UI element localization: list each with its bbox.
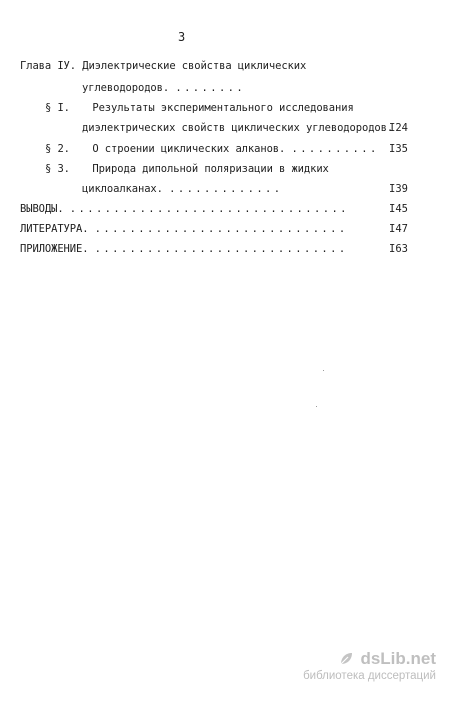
section-3-title-continuation (82, 183, 283, 195)
conclusions-dots: ................................ (69, 203, 349, 215)
section-1-title-continuation (82, 122, 393, 134)
watermark-tagline: библиотека диссертаций (303, 670, 436, 682)
section-3-title-line2: циклоалканах. (82, 183, 163, 195)
section-1-heading (45, 102, 354, 114)
literature-page: I47 (389, 223, 408, 235)
section-1-page: I24 (389, 122, 408, 134)
literature-label: ЛИТЕРАТУРА. (20, 223, 89, 235)
chapter-4-title-line2: углеводородов. (82, 82, 170, 94)
literature-dots: ............................. (94, 223, 348, 235)
appendix-page: I63 (389, 243, 408, 255)
leaf-icon (338, 651, 354, 667)
watermark (303, 649, 436, 682)
chapter-4-dots: ........ (175, 82, 246, 94)
chapter-4-heading (20, 60, 306, 72)
conclusions-label: ВЫВОДЫ. (20, 203, 64, 215)
chapter-4-title-continuation (82, 82, 245, 94)
section-2-title: О строении циклических алканов. (92, 143, 286, 155)
literature-entry (20, 223, 348, 235)
watermark-brand-text: dsLib.net (360, 649, 436, 668)
section-2-dots: .......... (291, 143, 379, 155)
section-3-title-line1: Природа дипольной поляризации в жидких (92, 163, 329, 175)
section-2-mark: § 2. (45, 143, 70, 155)
section-1-title-line1: Результаты экспериментального исследования (92, 102, 354, 114)
section-2-page: I35 (389, 143, 408, 155)
appendix-label: ПРИЛОЖЕНИЕ. (20, 243, 89, 255)
page-number: 3 (178, 30, 186, 44)
conclusions-entry (20, 203, 349, 215)
appendix-entry (20, 243, 348, 255)
section-1-mark: § I. (45, 102, 70, 114)
section-3-dots: ............. (169, 183, 283, 195)
conclusions-page: I45 (389, 203, 408, 215)
section-3-heading (45, 163, 329, 175)
watermark-brand (303, 649, 436, 669)
section-1-title-line2: диэлектрических свойств циклических углеводородов. (82, 122, 394, 134)
section-3-mark: § 3. (45, 163, 70, 175)
chapter-4-title-line1: Диэлектрические свойства циклических (82, 60, 307, 72)
section-2-heading (45, 143, 379, 155)
scan-speck (316, 406, 317, 407)
scan-speck (323, 370, 324, 371)
chapter-4-label: Глава IУ. (20, 60, 76, 72)
appendix-dots: ............................. (94, 243, 348, 255)
section-3-page: I39 (389, 183, 408, 195)
